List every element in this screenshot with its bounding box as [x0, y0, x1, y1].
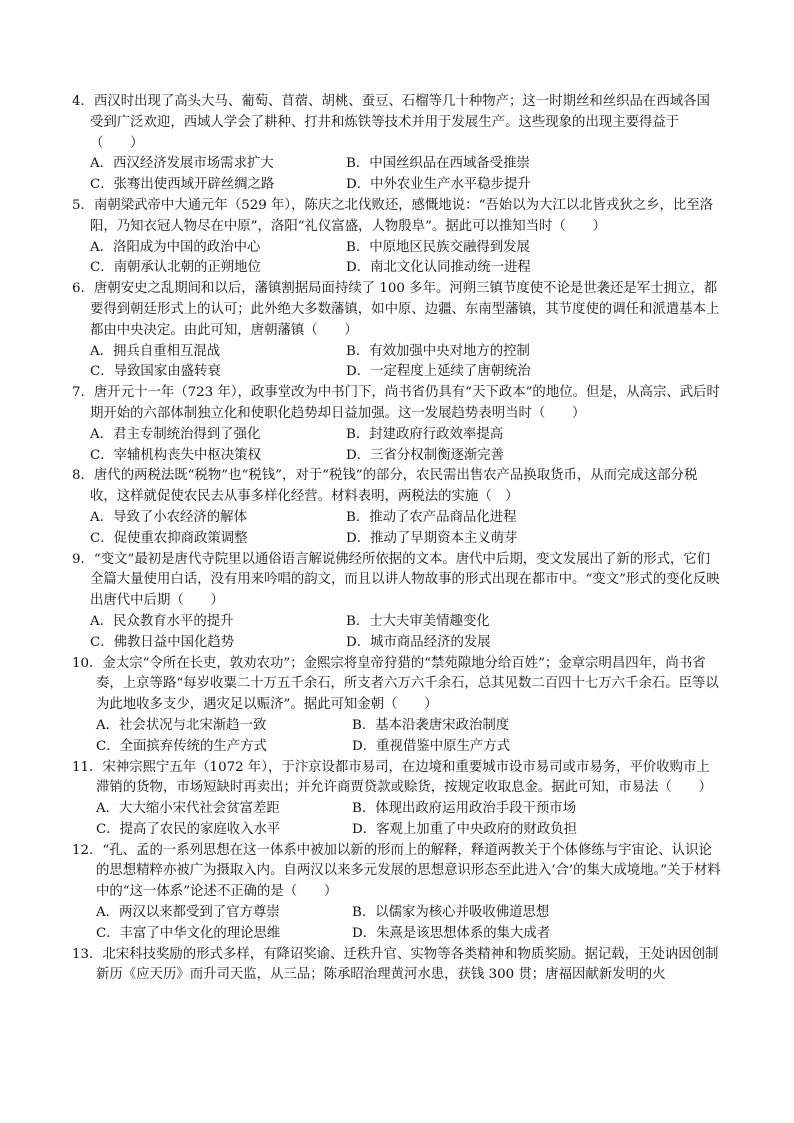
- option-c: C．佛教日益中国化趋势: [90, 634, 235, 650]
- option-b: B．体现出政府运用政治手段干预市场: [352, 801, 577, 817]
- answer-options: [72, 342, 722, 384]
- option-a: A．拥兵自重相互混战: [90, 343, 221, 359]
- question-7: [72, 383, 722, 466]
- option-d: D．客观上加重了中央政府的财政负担: [352, 821, 577, 837]
- option-c: C．导致国家由盛转衰: [90, 364, 221, 380]
- option-c: C．丰富了中华文化的理论思维: [96, 925, 281, 941]
- question-stem: 9．“变文”最初是唐代寺院里以通俗语言解说佛经所依据的文本。唐代中后期，变文发展出了新的形式，它们全篇大量使用白话，没有用来吟唱的韵文，而且以讲人物故事的形式出现在都市中。“变文”形式的变化反映出唐代中后期（ ）: [72, 551, 720, 609]
- question-11: [72, 758, 722, 841]
- option-c: C．宰辅机构丧失中枢决策权: [90, 447, 261, 463]
- answer-options: [72, 716, 722, 758]
- option-d: D．三省分权制衡逐渐完善: [346, 447, 505, 463]
- option-a: A．两汉以来都受到了官方尊崇: [96, 905, 280, 921]
- option-d: D．朱熹是该思想体系的集大成者: [352, 925, 551, 941]
- option-a: A．导致了小农经济的解体: [90, 509, 247, 525]
- question-8: [72, 466, 722, 549]
- option-c: C．南朝承认北朝的正朔地位: [90, 260, 261, 276]
- question-6: [72, 279, 722, 383]
- option-b: B．士大夫审美情趣变化: [346, 613, 490, 629]
- answer-options: [72, 154, 722, 196]
- option-b: B．基本沿袭唐宋政治制度: [352, 717, 510, 733]
- option-a: A．君主专制统治得到了强化: [90, 426, 261, 442]
- option-d: D．中外农业生产水平稳步提升: [346, 177, 531, 193]
- option-b: B．推动了农产品商品化进程: [346, 509, 517, 525]
- option-c: C．张骞出使西域开辟丝绸之路: [90, 177, 275, 193]
- option-d: D．一定程度上延续了唐朝统治: [346, 364, 531, 380]
- exam-page: [72, 92, 722, 986]
- option-d: D．南北文化认同推动统一进程: [346, 260, 531, 276]
- answer-options: [72, 799, 722, 841]
- question-stem: 4．西汉时出现了高头大马、葡萄、苜蓿、胡桃、蚕豆、石榴等几十种物产；这一时期丝和丝织品在西域各国受到广泛欢迎，西域人学会了耕种、打井和炼铁等技术并用于发展生产。这些现象的出现主要得益于（ ）: [72, 94, 710, 151]
- question-stem: 10．金太宗“令所在长吏，敦劝农功”；金熙宗将皇帝狩猎的“禁苑隙地分给百姓”；金章宗明昌四年，尚书省奏，上京等路“每岁收粟二十万五千余石，所支者六万六千余石，总其见数二百四十七万六千余石。臣等以为此地收多支少，遇灾足以赈济”。据此可知金朝（ ）: [72, 655, 719, 713]
- answer-options: [72, 238, 722, 280]
- question-stem: 13．北宋科技奖励的形式多样，有降诏奖谕、迁秩升官、实物等各类精神和物质奖励。据记载，王处讷因创制新历《应天历》而升司天监，从三品；陈承昭治理黄河水患，获钱 300 贯；唐福因献新发明的火: [72, 946, 719, 983]
- question-stem: 5．南朝梁武帝中大通元年（529 年），陈庆之北伐败还，感慨地说：“吾始以为大江以北皆戎狄之乡，比至洛阳，乃知衣冠人物尽在中原”，洛阳“礼仪富盛，人物殷阜”。据此可以推知当时（ ）: [72, 197, 714, 234]
- option-c: C．促使重农抑商政策调整: [90, 530, 248, 546]
- option-d: D．城市商品经济的发展: [346, 634, 491, 650]
- question-13: [72, 945, 722, 987]
- question-12: [72, 841, 722, 945]
- option-a: A．西汉经济发展市场需求扩大: [90, 156, 274, 172]
- option-c: C．全面摈弃传统的生产方式: [96, 738, 267, 754]
- option-d: D．重视借鉴中原生产方式: [352, 738, 511, 754]
- answer-options: [72, 903, 722, 945]
- question-stem: 6．唐朝安史之乱期间和以后，藩镇割据局面持续了 100 多年。河朔三镇节度使不论是世袭还是军士拥立，都要得到朝廷形式上的认可；此外绝大多数藩镇，如中原、边疆、东南型藩镇，其节度使的调任和派遣基本上都由中央决定。由此可知，唐朝藩镇（ ）: [72, 281, 720, 338]
- answer-options: [72, 508, 722, 550]
- question-stem: 11．宋神宗熙宁五年（1072 年），于汴京设都市易司，在边境和重要城市设市易司或市易务，平价收购市上滞销的货物，市场短缺时再卖出；并允许商贾贷款或赊货，按规定收取息金。据此可知，市易法（ ）: [72, 759, 712, 796]
- question-9: [72, 550, 722, 654]
- question-10: [72, 654, 722, 758]
- option-d: D．推动了早期资本主义萌芽: [346, 530, 518, 546]
- question-5: [72, 196, 722, 279]
- question-stem: 8．唐代的两税法既“税物”也“税钱”，对于“税钱”的部分，农民需出售农产品换取货币，从而完成这部分税收，这样就促使农民去从事多样化经营。材料表明，两税法的实施（ ）: [72, 468, 698, 505]
- question-4: [72, 92, 722, 196]
- option-a: A．民众教育水平的提升: [90, 613, 234, 629]
- option-a: A．洛阳成为中国的政治中心: [90, 239, 261, 255]
- option-b: B．中国丝织品在西域备受推崇: [346, 156, 530, 172]
- answer-options: [72, 425, 722, 467]
- option-a: A．社会状况与北宋渐趋一致: [96, 717, 267, 733]
- option-b: B．以儒家为核心并吸收佛道思想: [352, 905, 550, 921]
- question-stem: 7．唐开元十一年（723 年），政事堂改为中书门下，尚书省仍具有“天下政本”的地位。但是，从高宗、武后时期开始的六部体制独立化和使职化趋势却日益加强。这一发展趋势表明当时（ ）: [72, 385, 720, 421]
- option-a: A．大大缩小宋代社会贫富差距: [96, 801, 280, 817]
- option-c: C．提高了农民的家庭收入水平: [96, 821, 281, 837]
- option-b: B．有效加强中央对地方的控制: [346, 343, 530, 359]
- question-stem: 12．“孔、孟的一系列思想在这一体系中被加以新的形而上的解释，释道两教关于个体修练与宇宙论、认识论的思想精粹亦被广为摄取入内。自两汉以来多元发展的思想意识形态至此进入‘合’的集大成境地。”关于材料中的“这一体系”论述不正确的是（ ）: [72, 842, 721, 900]
- option-b: B．封建政府行政效率提高: [346, 426, 504, 442]
- option-b: B．中原地区民族交融得到发展: [346, 239, 530, 255]
- answer-options: [72, 612, 722, 654]
